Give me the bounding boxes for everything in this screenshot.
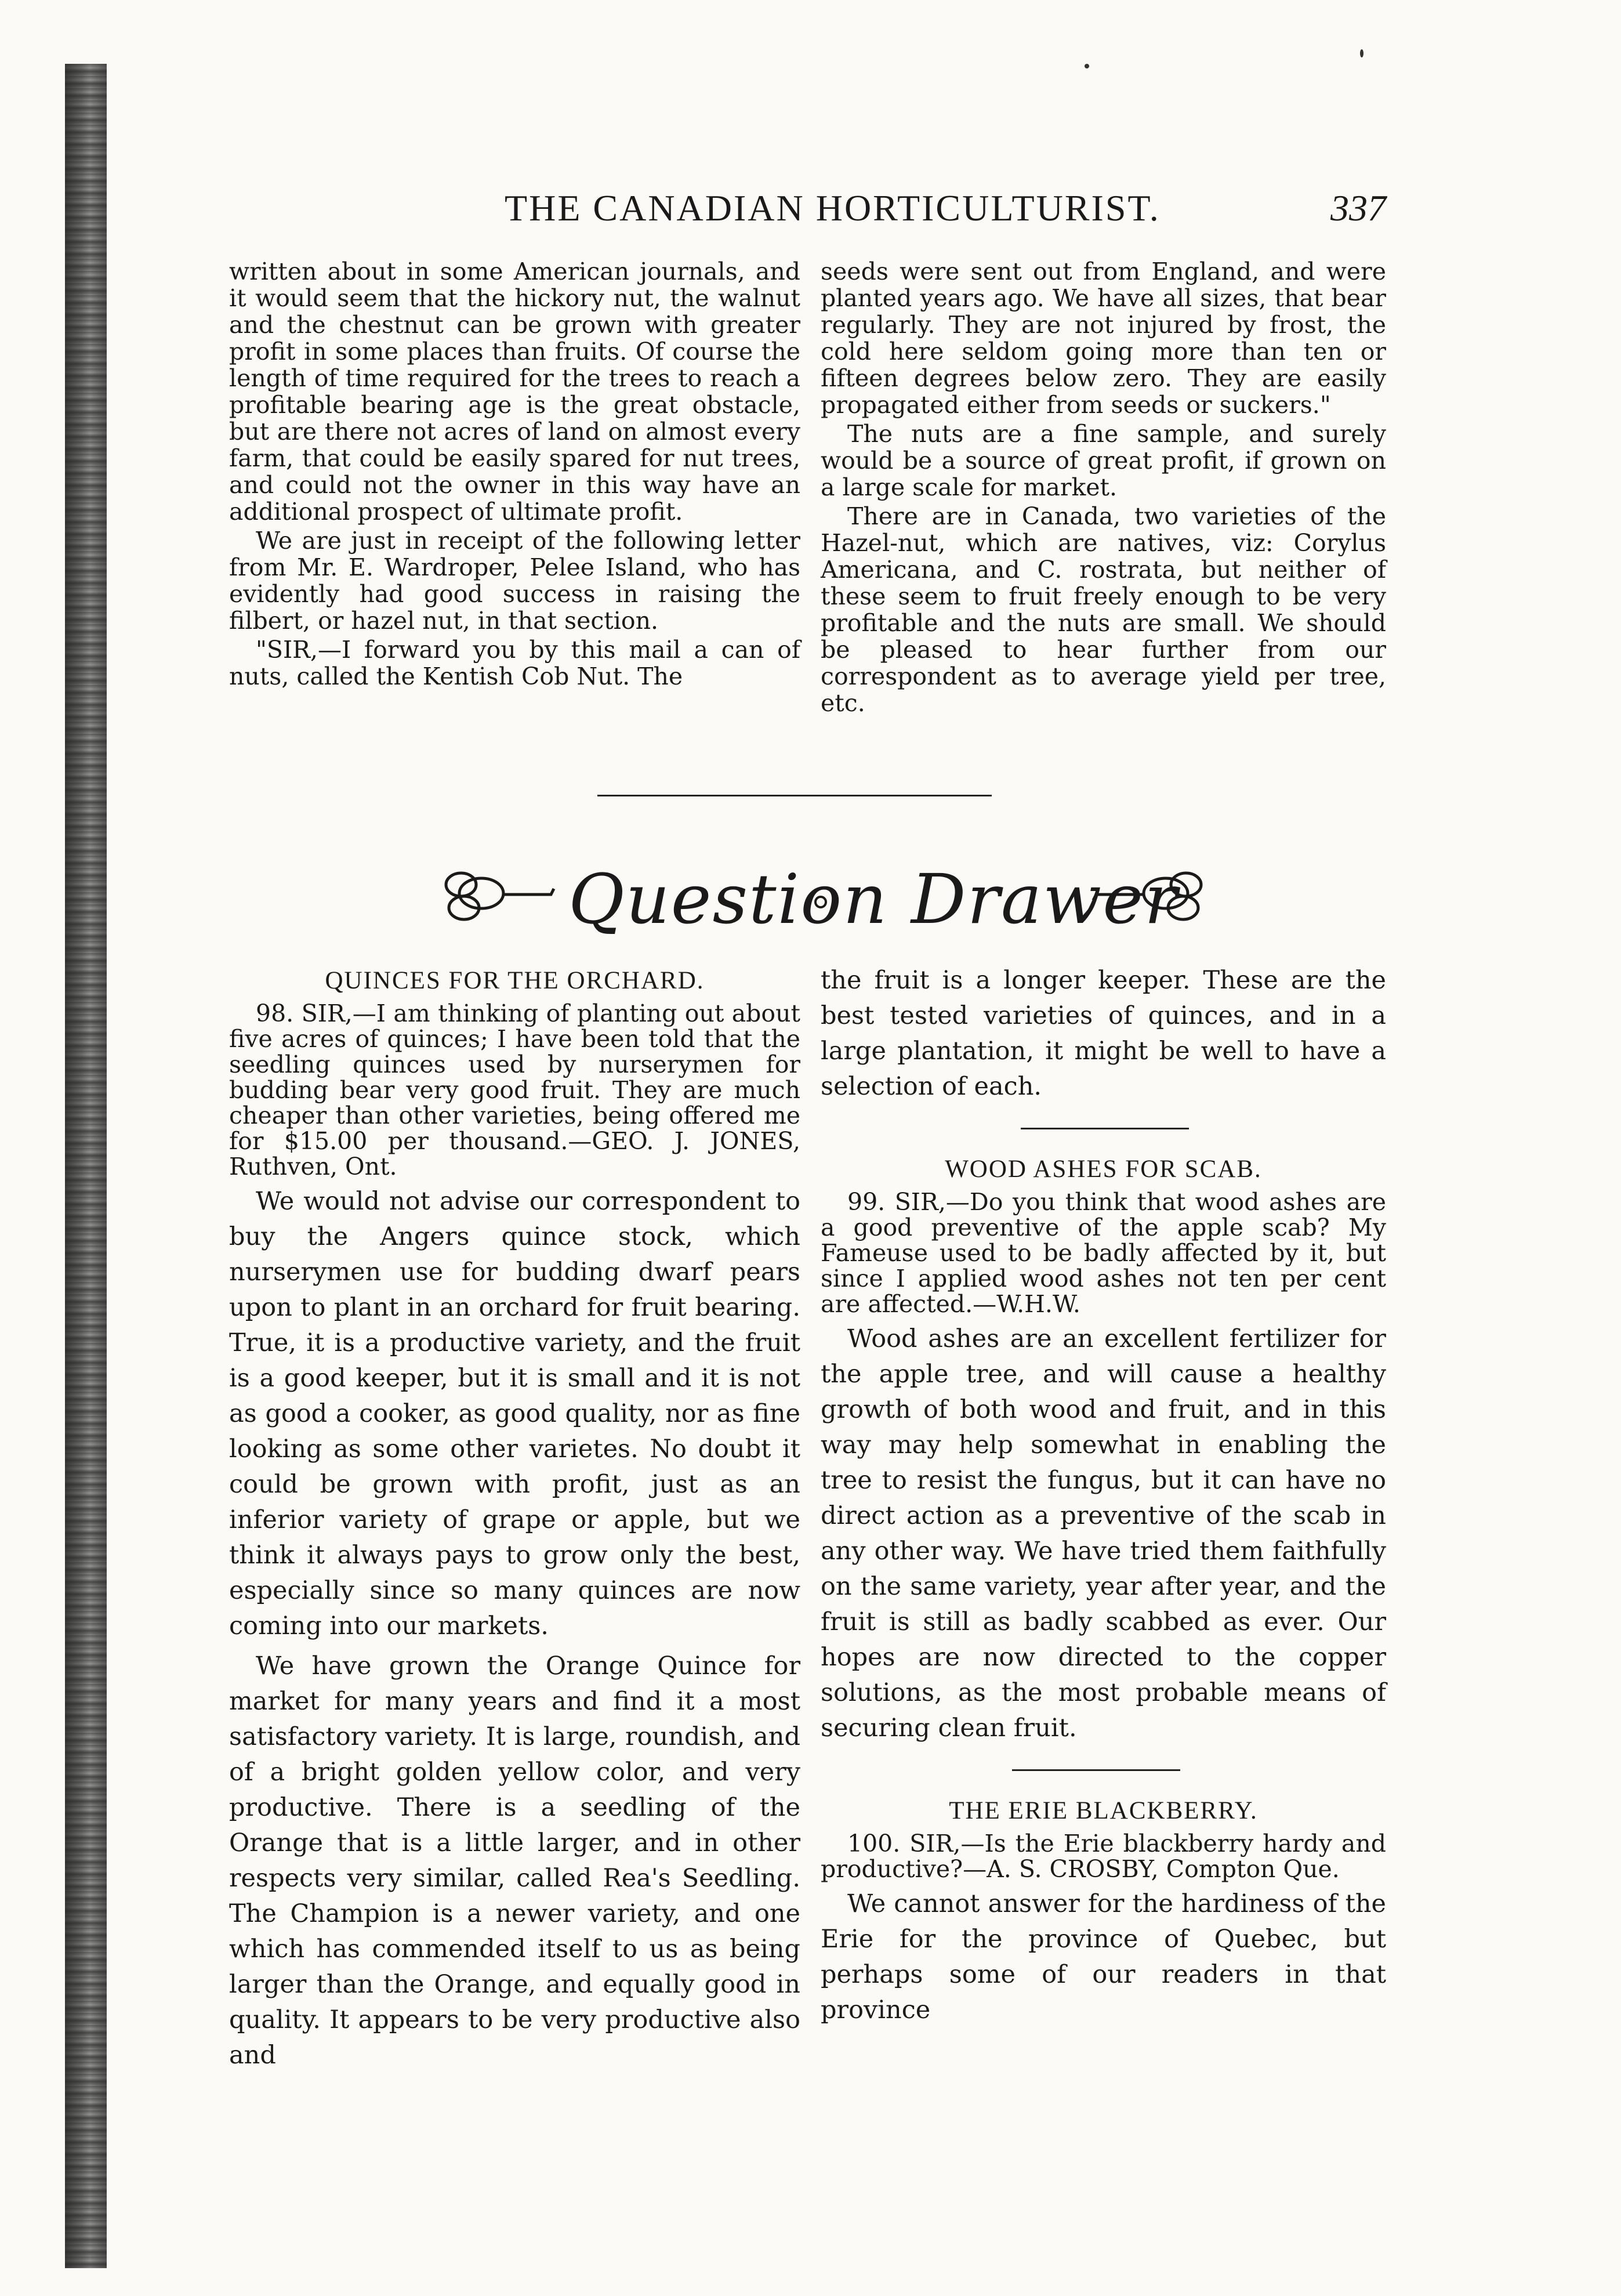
- paragraph: The nuts are a fine sample, and surely would be a source of great profit, if grown on a large scale for market.: [821, 420, 1386, 501]
- paragraph: We are just in receipt of the following letter from Mr. E. Wardroper, Pelee Island, who has evidently had good success in raising the filbert, or hazel nut, in that section.: [229, 527, 800, 635]
- lower-right-column: [821, 963, 1386, 2028]
- answer-98-part2: We have grown the Orange Quince for market for many years and find it a most satisfactory variety. It is large, roundish, and of a bright golden yellow color, and very productive. There is a seedling of the Orange that is a little larger, and in other respects very similar, called Rea's Seedling. The Champion is a newer variety, and one which has commended itself to us as being larger than the Orange, and equally good in quality. It appears to be very productive also and: [229, 1652, 800, 2070]
- print-speck: [1360, 49, 1363, 57]
- answer-98-part1: We would not advise our correspondent to buy the Angers quince stock, which nurserymen use for budding dwarf pears upon to plant in an orchard for fruit bearing. True, it is a productive variety, and the fruit is a good keeper, but it is small and it is not as good a cooker, as good quality, nor as fine looking as some other varietes. No doubt it could be grown with profit, just as an inferior variety of grape or apple, but we think it always pays to grow only the best, especially since so many quinces are now coming into our markets.: [229, 1187, 800, 1640]
- heading-quinces: QUINCES FOR THE ORCHARD.: [325, 967, 705, 994]
- question-99: 99. SIR,—Do you think that wood ashes are a good preventive of the apple scab? My Fameuse used to be badly affected by it, but since I applied wood ashes not ten per cent are affected.—W.H.W.: [821, 1188, 1386, 1318]
- paragraph: written about in some American journals, and it would seem that the hickory nut, the walnut and the chestnut can be grown with greater profit in some places than fruits. Of course the length of time required for the trees to reach a profitable bearing age is the great obstacle, but are there not acres of land on almost every farm, that could be easily spared for nut trees, and could not the owner in this way have an additional prospect of ultimate profit.: [229, 258, 800, 526]
- book-spine-shadow: [65, 64, 107, 2268]
- section-divider: [597, 795, 992, 796]
- print-speck: [1085, 64, 1089, 68]
- top-left-column: [229, 258, 800, 690]
- section-divider: [1021, 1128, 1189, 1129]
- question-98: 98. SIR,—I am thinking of planting out about five acres of quinces; I have been told that the seedling quinces used by nurserymen for budding bear very good fruit. They are much cheaper than other varieties, being offered me for $15.00 per thousand.—GEO. J. JONES, Ruthven, Ont.: [229, 999, 800, 1180]
- top-right-column: [821, 258, 1386, 716]
- paragraph: There are in Canada, two varieties of the Hazel-nut, which are natives, viz: Corylus Americana, and C. rostrata, but neither of these seem to fruit freely enough to be very profitable and the nuts are small. We should be pleased to hear further from our correspondent as to average yield per tree, etc.: [821, 502, 1386, 717]
- paragraph: "SIR,—I forward you by this mail a can of nuts, called the Kentish Cob Nut. The: [229, 636, 800, 690]
- heading-ashes: WOOD ASHES FOR SCAB.: [945, 1156, 1262, 1183]
- running-header: [226, 187, 1386, 233]
- page-number: 337: [1330, 187, 1386, 229]
- lower-left-column: [229, 963, 800, 2073]
- question-100: 100. SIR,—Is the Erie blackberry hardy and productive?—A. S. CROSBY, Compton Que.: [821, 1830, 1386, 1883]
- question-drawer-banner: [418, 853, 1218, 946]
- left-fleuron-icon: [446, 873, 554, 919]
- answer-99: Wood ashes are an excellent fertilizer for the apple tree, and will cause a healthy growth of both wood and fruit, and in this way may help somewhat in enabling the tree to resist the fungus, but it can have no direct action as a preventive of the scab in any other way. We have tried them faithfully on the same variety, year after year, and the fruit is still as badly scabbed as ever. Our hopes are now directed to the copper solutions, as the most probable means of securing clean fruit.: [821, 1324, 1386, 1743]
- answer-98-continued: the fruit is a longer keeper. These are the best tested varieties of quinces, and in a large plantation, it might be well to have a selection of each.: [821, 966, 1386, 1101]
- section-divider: [1012, 1769, 1180, 1771]
- running-title: THE CANADIAN HORTICULTURIST.: [505, 187, 1161, 229]
- paragraph: seeds were sent out from England, and were planted years ago. We have all sizes, that bear regularly. They are not injured by frost, the cold here seldom going more than ten or fifteen degrees below zero. They are easily propagated either from seeds or suckers.": [821, 258, 1386, 419]
- section-title: Question Drawer: [568, 859, 1178, 939]
- heading-erie: THE ERIE BLACKBERRY.: [949, 1797, 1258, 1824]
- answer-100: We cannot answer for the hardiness of the Erie for the province of Quebec, but perhaps some of our readers in that province: [821, 1889, 1386, 2025]
